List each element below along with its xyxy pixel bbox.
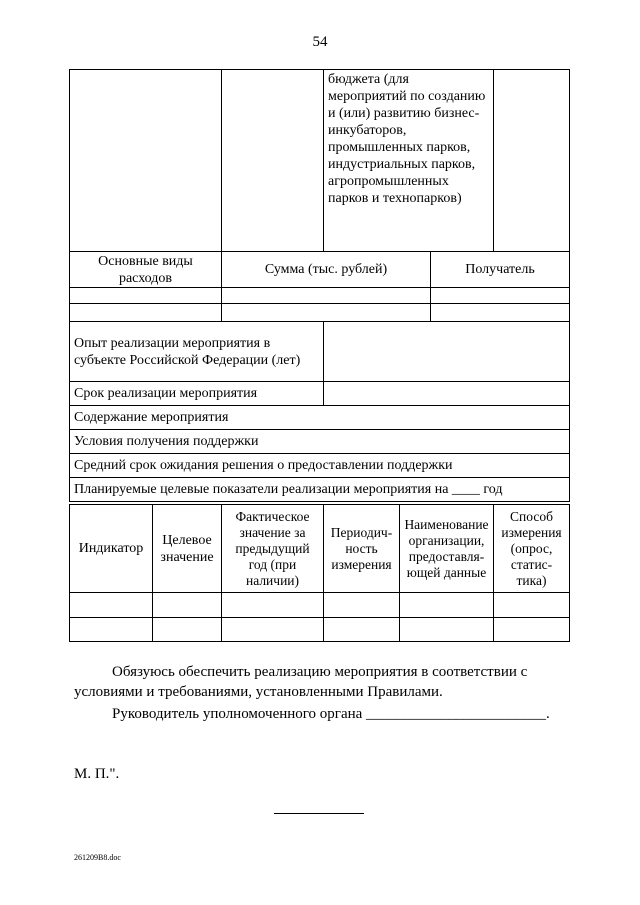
content-label: Содержание мероприятия xyxy=(70,406,570,430)
commitment-line1: Обязуюсь обеспечить реализацию мероприятия в соответствии с xyxy=(112,664,528,680)
budget-cell: бюджета (для мероприятий по созданию и (или) развитию бизнес-инкубаторов, промышленных парков, индустриальных парков, агропромышленных парков и технопарков) xyxy=(324,70,494,252)
planned-indicators-label: Планируемые целевые показатели реализации мероприятия на ____ год xyxy=(70,478,570,502)
avg-wait-label: Средний срок ожидания решения о предоставлении поддержки xyxy=(70,454,570,478)
actual-value-header: Фактическое значение за предыдущий год (при наличии) xyxy=(222,505,324,593)
stamp-mark: М. П.". xyxy=(74,766,120,782)
file-reference: 261209B8.doc xyxy=(74,853,121,862)
recipient-header: Получатель xyxy=(431,252,570,288)
end-divider xyxy=(274,813,364,814)
data-org-header: Наименование организации, предоставля- ющей данные xyxy=(400,505,494,593)
experience-label: Опыт реализации мероприятия в субъекте Российской Федерации (лет) xyxy=(70,322,324,382)
conditions-label: Условия получения поддержки xyxy=(70,430,570,454)
term-label: Срок реализации мероприятия xyxy=(70,382,324,406)
expense-types-header: Основные виды расходов xyxy=(70,252,222,288)
sum-header: Сумма (тыс. рублей) xyxy=(222,252,431,288)
target-value-header: Целевое значение xyxy=(153,505,222,593)
info-table xyxy=(69,321,570,502)
periodicity-header: Периодич- ность измерения xyxy=(324,505,400,593)
expenses-table xyxy=(69,251,570,322)
head-signature-line: Руководитель уполномоченного органа ________________________. xyxy=(112,706,550,722)
indicators-table xyxy=(69,504,570,642)
top-continuation-table xyxy=(69,69,570,252)
commitment-line2: условиями и требованиями, установленными Правилами. xyxy=(74,684,443,700)
indicator-header: Индикатор xyxy=(70,505,153,593)
measure-method-header: Способ измерения (опрос, статис- тика) xyxy=(494,505,570,593)
page-number: 54 xyxy=(312,34,328,50)
